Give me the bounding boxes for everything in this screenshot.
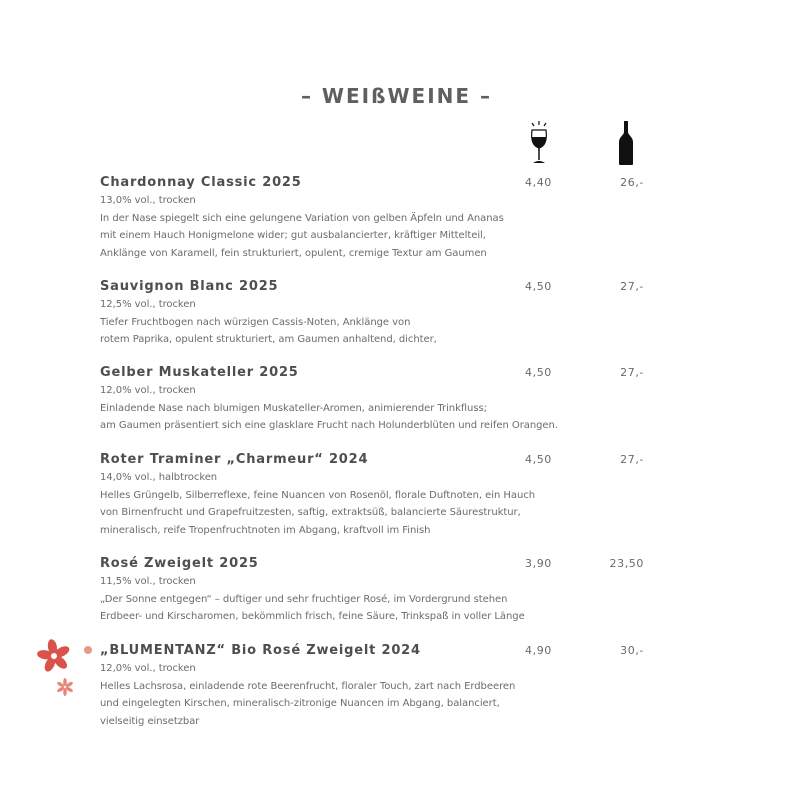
description-line: von Birnenfrucht und Grapefruitzesten, saftig, extraktsüß, balancierte Säurestruktur, — [100, 507, 521, 518]
section-heading: – WEIßWEINE – — [300, 84, 493, 108]
wine-name: Chardonnay Classic 2025 — [100, 175, 302, 190]
price-glass: 4,40 — [525, 176, 552, 189]
description-line: rotem Paprika, opulent strukturiert, am Gaumen anhaltend, dichter, — [100, 334, 437, 345]
description-line: am Gaumen präsentiert sich eine glasklare Frucht nach Holunderblüten und reifen Orangen. — [100, 420, 558, 431]
wine-item — [100, 555, 700, 626]
wine-name: Sauvignon Blanc 2025 — [100, 279, 279, 294]
wine-meta: 12,5% vol., trocken — [100, 299, 196, 310]
wine-meta: 14,0% vol., halbtrocken — [100, 472, 218, 483]
price-bottle: 27,- — [620, 366, 644, 379]
price-glass: 4,90 — [525, 644, 552, 657]
price-glass: 4,50 — [525, 366, 552, 379]
price-glass: 4,50 — [525, 280, 552, 293]
description-line: In der Nase spiegelt sich eine gelungene Variation von gelben Äpfeln und Ananas — [100, 212, 504, 224]
price-bottle: 27,- — [620, 280, 644, 293]
price-bottle: 26,- — [620, 176, 644, 189]
price-glass: 3,90 — [525, 557, 552, 570]
description-line: mit einem Hauch Honigmelone wider; gut ausbalancierter, kräftiger Mittelteil, — [100, 230, 486, 241]
wine-meta: 12,0% vol., trocken — [100, 385, 196, 396]
wine-item — [100, 278, 700, 349]
price-glass: 4,50 — [525, 453, 552, 466]
description-line: Helles Grüngelb, Silberreflexe, feine Nuancen von Rosenöl, florale Duftnoten, ein Hauch — [100, 489, 535, 501]
description-line: Helles Lachsrosa, einladende rote Beerenfrucht, floraler Touch, zart nach Erdbeeren — [100, 680, 516, 692]
wine-name: „BLUMENTANZ“ Bio Rosé Zweigelt 2024 — [100, 643, 421, 658]
wine-item — [100, 364, 700, 435]
wine-meta: 12,0% vol., trocken — [100, 663, 196, 674]
wine-item — [100, 642, 700, 730]
wine-name: Roter Traminer „Charmeur“ 2024 — [100, 452, 369, 467]
description-line: Anklänge von Karamell, fein strukturiert, opulent, cremige Textur am Gaumen — [100, 247, 487, 259]
description-line: vielseitig einsetzbar — [100, 715, 200, 727]
wine-name: Gelber Muskateller 2025 — [100, 365, 299, 380]
wine-item — [100, 451, 700, 539]
price-bottle: 23,50 — [609, 557, 644, 570]
wine-meta: 11,5% vol., trocken — [100, 576, 196, 587]
price-bottle: 27,- — [620, 453, 644, 466]
description-line: Erdbeer- und Kirscharomen, bekömmlich frisch, feine Säure, Trinkspaß in voller Länge — [100, 611, 525, 622]
wine-item — [100, 174, 700, 262]
accent-dot — [84, 646, 92, 654]
wine-glass-icon — [528, 120, 550, 166]
description-line: und eingelegten Kirschen, mineralisch-zitronige Nuancen im Abgang, balanciert, — [100, 698, 500, 709]
description-line: mineralisch, reife Tropenfruchtnoten im Abgang, kraftvoll im Finish — [100, 524, 431, 536]
flower-icon — [36, 638, 72, 674]
description-line: Einladende Nase nach blumigen Muskateller-Aromen, animierender Trinkfluss; — [100, 402, 487, 414]
wine-name: Rosé Zweigelt 2025 — [100, 556, 259, 571]
description-line: Tiefer Fruchtbogen nach würzigen Cassis-Noten, Anklänge von — [100, 316, 411, 328]
price-bottle: 30,- — [620, 644, 644, 657]
description-line: „Der Sonne entgegen“ – duftiger und sehr fruchtiger Rosé, im Vordergrund stehen — [100, 593, 508, 605]
wine-bottle-icon — [617, 120, 635, 166]
small-flower-icon — [54, 676, 76, 698]
wine-meta: 13,0% vol., trocken — [100, 195, 196, 206]
